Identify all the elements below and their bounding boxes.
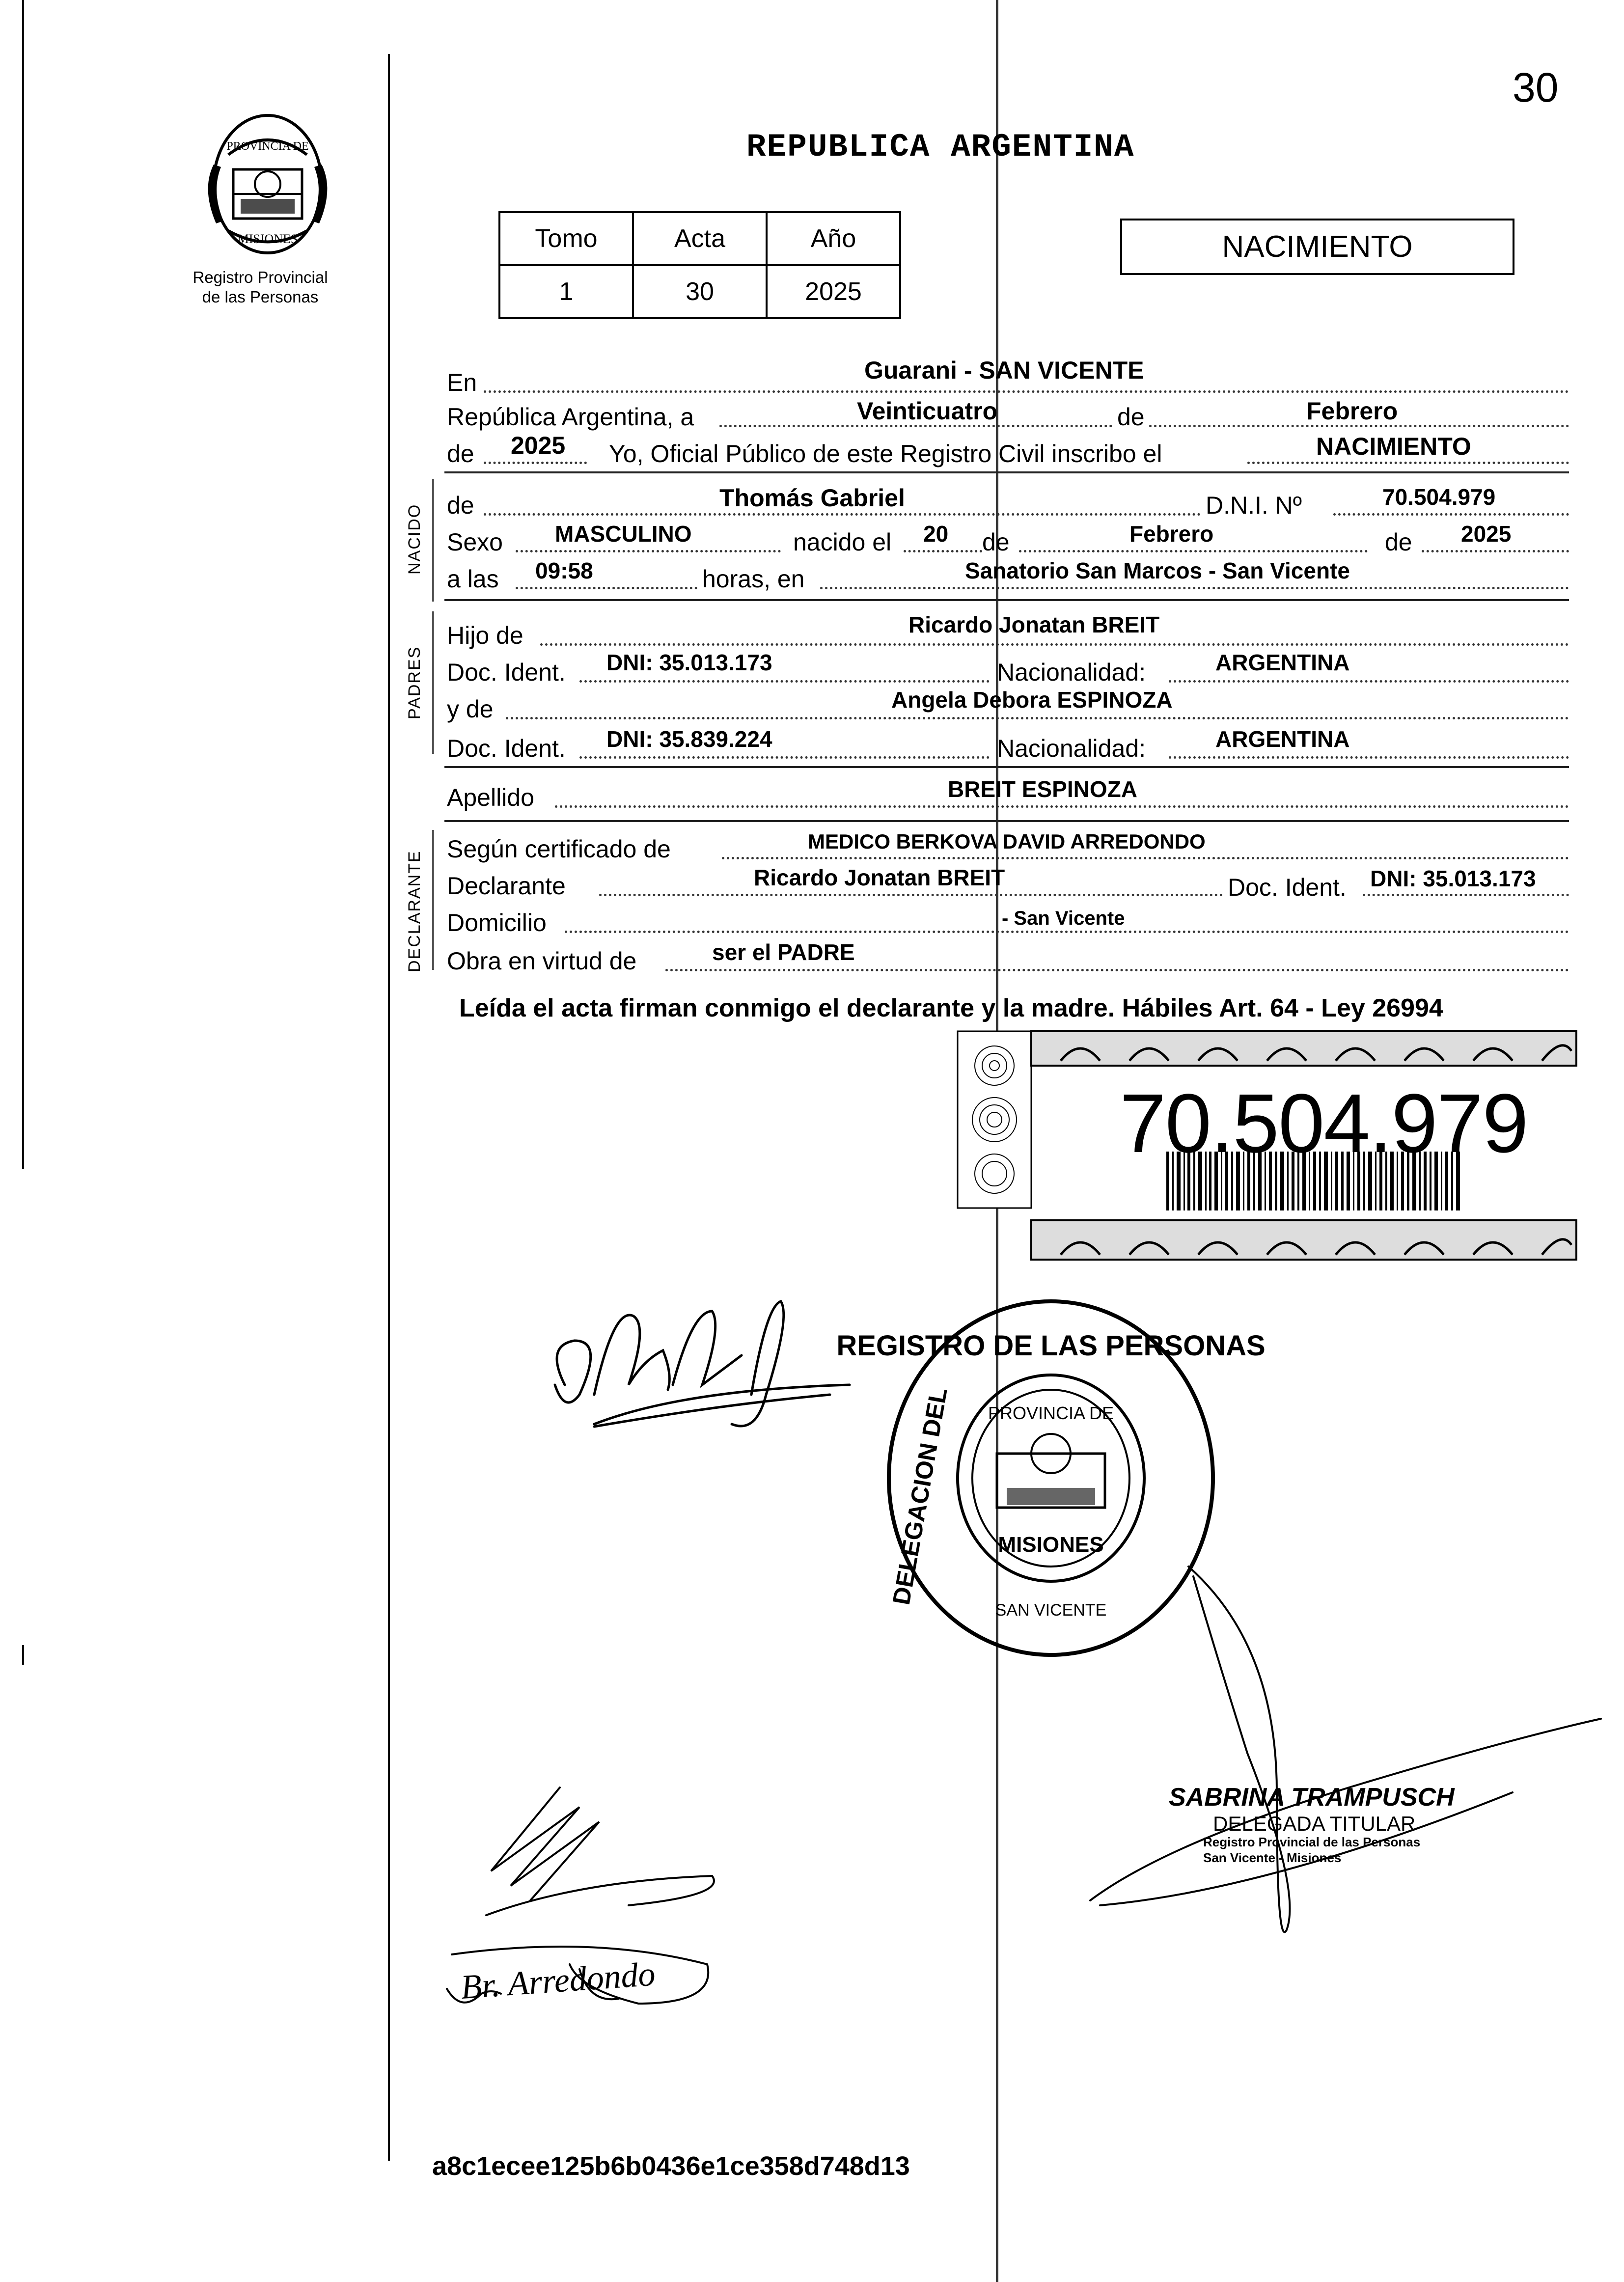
- child-name-value: Thomás Gabriel: [719, 484, 905, 512]
- stamp-ring-left: DELEGACION DEL: [887, 1385, 953, 1607]
- child-dni-value: 70.504.979: [1382, 484, 1496, 510]
- yde-label: y de: [447, 695, 494, 723]
- mother-name-value: Angela Debora ESPINOZA: [891, 687, 1173, 713]
- father-nat-value: ARGENTINA: [1215, 650, 1350, 675]
- officer-name: SABRINA TRAMPUSCH: [1169, 1783, 1455, 1812]
- nacido-el-label: nacido el: [793, 528, 892, 556]
- legal-text: Leída el acta firman conmigo el declarante y la madre. Hábiles Art. 64 - Ley 26994: [459, 994, 1443, 1022]
- value-tomo: 1: [499, 265, 633, 318]
- father-doc-label: Doc. Ident.: [447, 659, 566, 686]
- officer-role: DELEGADA TITULAR: [1213, 1812, 1416, 1835]
- alas-label: a las: [447, 565, 499, 593]
- physician-signature: [432, 1758, 835, 2023]
- obra-value: ser el PADRE: [712, 939, 855, 965]
- father-nat-label: Nacionalidad:: [997, 659, 1146, 686]
- declarante-doc-value: DNI: 35.013.173: [1370, 866, 1536, 891]
- padres-section-label: PADRES: [405, 646, 424, 719]
- birth-day-value: 20: [923, 521, 949, 547]
- barcode-number: 70.504.979: [1120, 1077, 1528, 1170]
- birth-de-label-2: de: [1385, 528, 1412, 556]
- physician-signature-text: Br. Arredondo: [459, 1955, 657, 2007]
- cert-value: MEDICO BERKOVA DAVID ARREDONDO: [808, 830, 1206, 853]
- declarant-signature: [535, 1287, 908, 1473]
- declarante-label: Declarante: [447, 872, 566, 900]
- stamp-bottom: SAN VICENTE: [995, 1601, 1107, 1620]
- sexo-value: MASCULINO: [555, 521, 692, 547]
- mother-doc-value: DNI: 35.839.224: [606, 726, 772, 752]
- inscribo-value: NACIMIENTO: [1316, 433, 1471, 460]
- domicilio-label: Domicilio: [447, 909, 547, 936]
- page-title: REPUBLICA ARGENTINA: [746, 129, 1135, 165]
- mother-nat-value: ARGENTINA: [1215, 726, 1350, 752]
- year-value: 2025: [511, 432, 566, 459]
- birth-year-value: 2025: [1461, 521, 1512, 547]
- birth-month-value: Febrero: [1129, 521, 1214, 547]
- month-value: Febrero: [1306, 397, 1398, 425]
- hour-value: 09:58: [535, 558, 593, 583]
- header-tomo: Tomo: [499, 212, 633, 265]
- record-type-box: NACIMIENTO: [1120, 219, 1514, 275]
- stamp-inner-bottom: MISIONES: [998, 1533, 1104, 1557]
- apellido-value: BREIT ESPINOZA: [948, 776, 1137, 802]
- province-seal-icon: [194, 110, 341, 263]
- domicilio-value: - San Vicente: [1002, 907, 1125, 929]
- record-table: [498, 211, 901, 319]
- declarante-name-value: Ricardo Jonatan BREIT: [754, 865, 1005, 890]
- day-words-value: Veinticuatro: [857, 397, 998, 425]
- page-number: 30: [1513, 64, 1559, 110]
- en-label: En: [447, 369, 477, 396]
- birth-place-value: Sanatorio San Marcos - San Vicente: [965, 558, 1350, 583]
- apellido-label: Apellido: [447, 784, 534, 811]
- left-margin-line: [22, 0, 24, 1169]
- dni-label: D.N.I. Nº: [1206, 492, 1302, 519]
- seal-bottom-text: MISIONES: [237, 232, 298, 246]
- inner-margin-line: [388, 54, 390, 2161]
- header-acta: Acta: [633, 212, 767, 265]
- value-acta: 30: [633, 265, 767, 318]
- yo-text: Yo, Oficial Público de este Registro Civil inscribo el: [609, 440, 1162, 467]
- header-anio: Año: [767, 212, 900, 265]
- nacido-de-label: de: [447, 492, 474, 519]
- stamp-ring-top: REGISTRO DE LAS PERSONAS: [836, 1330, 1266, 1362]
- registry-name: Registro Provincial de las Personas: [193, 268, 328, 306]
- mother-nat-label: Nacionalidad:: [997, 735, 1146, 762]
- officer-signature: [1071, 1547, 1611, 1989]
- place-value: Guarani - SAN VICENTE: [864, 357, 1144, 384]
- horas-label: horas, en: [702, 565, 805, 593]
- stamp-inner-top: PROVINCIA DE: [988, 1403, 1114, 1423]
- mother-doc-label: Doc. Ident.: [447, 735, 566, 762]
- left-margin-line-lower: [22, 1645, 24, 1665]
- birth-de-label: de: [982, 528, 1010, 556]
- officer-registry: Registro Provincial de las Personas San Vicente - Misiones: [1203, 1835, 1421, 1865]
- father-doc-value: DNI: 35.013.173: [606, 650, 772, 675]
- de-label: de: [1117, 403, 1145, 431]
- obra-label: Obra en virtud de: [447, 947, 637, 975]
- seal-top-text: PROVINCIA DE: [226, 140, 309, 153]
- declarante-section-label: DECLARANTE: [405, 850, 424, 972]
- father-name-value: Ricardo Jonatan BREIT: [908, 612, 1160, 637]
- de-year-label: de: [447, 440, 474, 467]
- cert-label: Según certificado de: [447, 835, 671, 863]
- hijo-label: Hijo de: [447, 622, 523, 649]
- nacido-section-label: NACIDO: [405, 503, 424, 575]
- document-hash: a8c1ecee125b6b0436e1ce358d748d13: [432, 2151, 910, 2181]
- declarante-doc-label: Doc. Ident.: [1228, 874, 1347, 901]
- republic-label: República Argentina, a: [447, 403, 694, 431]
- sexo-label: Sexo: [447, 528, 503, 556]
- value-anio: 2025: [767, 265, 900, 318]
